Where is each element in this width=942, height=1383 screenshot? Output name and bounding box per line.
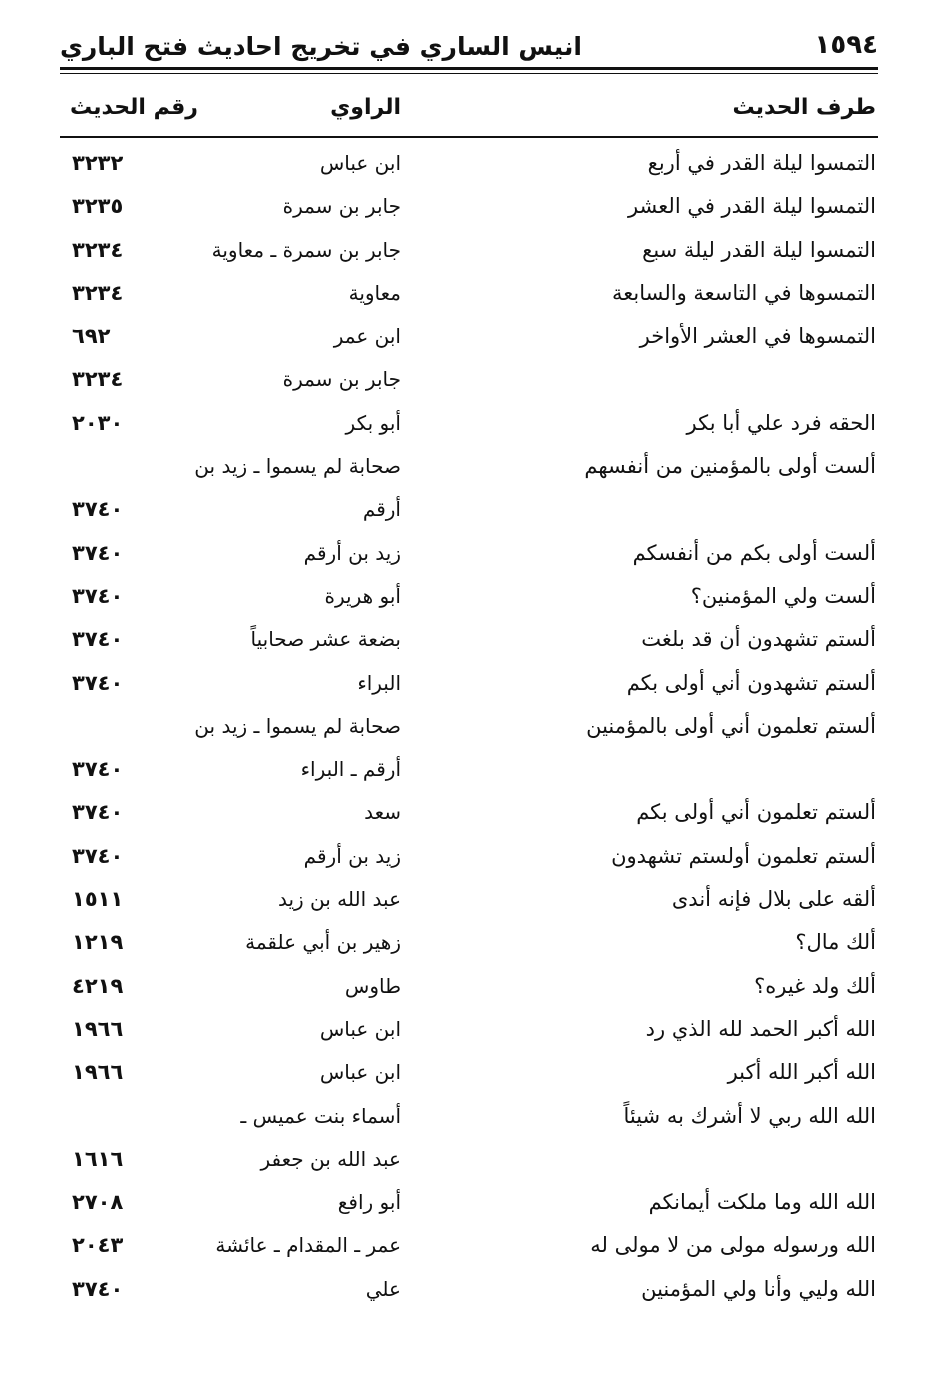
hadith-text: ألستم تعلمون أولستم تشهدون	[611, 843, 876, 868]
header-rule-thin	[60, 73, 878, 74]
narrator-name: أبو رافع	[337, 1190, 401, 1215]
hadith-number: ١٢١٩	[72, 930, 124, 955]
hadith-number: ٤٢١٩	[72, 973, 124, 998]
hadith-number: ٣٧٤٠	[72, 1276, 124, 1301]
table-row	[0, 146, 942, 189]
column-header-rule	[60, 136, 878, 138]
narrator-name: زيد بن أرقم	[303, 843, 401, 868]
narrator-name: معاوية	[348, 280, 401, 305]
hadith-number: ٣٧٤٠	[72, 583, 124, 608]
narrator-name: ابن عمر	[333, 324, 401, 349]
hadith-text: التمسوا ليلة القدر في العشر	[627, 194, 876, 219]
table-row	[0, 406, 942, 449]
hadith-number: ٦٩٢	[72, 324, 111, 349]
hadith-text: ألست أولى بكم من أنفسكم	[632, 540, 876, 565]
narrator-name: زيد بن أرقم	[303, 540, 401, 565]
table-row	[0, 319, 942, 362]
hadith-number: ٣٢٣٥	[72, 194, 124, 219]
hadith-number: ٣٧٤٠	[72, 627, 124, 652]
hadith-number: ١٩٦٦	[72, 1060, 124, 1085]
hadith-number: ٢٧٠٨	[72, 1190, 124, 1215]
hadith-number: ٣٧٤٠	[72, 540, 124, 565]
table-row	[0, 492, 942, 535]
hadith-number: ٣٧٤٠	[72, 497, 124, 522]
hadith-text: ألستم تشهدون أني أولى بكم	[626, 670, 876, 695]
table-row	[0, 709, 942, 752]
narrator-name: بضعة عشر صحابياً	[250, 627, 401, 652]
hadith-text: التمسوها في التاسعة والسابعة	[611, 280, 876, 305]
narrator-name: أرقم ـ البراء	[300, 757, 401, 782]
table-row	[0, 666, 942, 709]
hadith-number: ٣٢٣٢	[72, 151, 124, 175]
hadith-text: الحقه فرد علي أبا بكر	[686, 410, 876, 435]
hadith-text: التمسوها في العشر الأواخر	[639, 324, 876, 349]
narrator-name: صحابة لم يسموا ـ زيد بن	[194, 454, 401, 479]
narrator-name: عمر ـ المقدام ـ عائشة	[215, 1233, 401, 1258]
hadith-text: الله وليي وأنا ولي المؤمنين	[641, 1276, 876, 1301]
table-row	[0, 1142, 942, 1185]
column-header-number: رقم الحديث	[70, 95, 198, 120]
narrator-name: زهير بن أبي علقمة	[245, 930, 401, 955]
hadith-text: ألك مال؟	[795, 930, 876, 955]
hadith-text: ألستم تشهدون أن قد بلغت	[641, 627, 876, 652]
narrator-name: جابر بن سمرة	[282, 367, 401, 392]
hadith-number: ٣٢٣٤	[72, 367, 124, 392]
book-title: انيس الساري في تخريج احاديث فتح الباري	[60, 32, 582, 61]
hadith-number: ١٩٦٦	[72, 1016, 124, 1041]
table-row	[0, 752, 942, 795]
hadith-number: ٣٧٤٠	[72, 670, 124, 695]
narrator-name: سعد	[364, 800, 401, 825]
column-header-narrator: الراوي	[330, 95, 401, 120]
page-header	[60, 28, 878, 68]
table-row	[0, 1272, 942, 1315]
table-row	[0, 189, 942, 232]
narrator-name: ابن عباس	[319, 1016, 401, 1041]
hadith-number: ١٦١٦	[72, 1146, 124, 1171]
hadith-text: الله الله وما ملكت أيمانكم	[648, 1190, 876, 1215]
narrator-name: جابر بن سمرة	[282, 194, 401, 219]
hadith-number: ٣٧٤٠	[72, 757, 124, 782]
hadith-text: الله ورسوله مولى من لا مولى له	[590, 1233, 876, 1258]
table-row	[0, 882, 942, 925]
table-row	[0, 449, 942, 492]
narrator-name: ابن عباس	[319, 151, 401, 175]
hadith-text: ألك ولد غيره؟	[754, 973, 876, 998]
table-row	[0, 839, 942, 882]
table-row	[0, 925, 942, 968]
narrator-name: علي	[365, 1276, 401, 1301]
narrator-name: طاوس	[344, 973, 401, 998]
table-row	[0, 362, 942, 405]
table-row	[0, 1099, 942, 1142]
hadith-text: التمسوا ليلة القدر في أربع	[647, 151, 876, 175]
hadith-text: الله أكبر الله أكبر	[727, 1060, 876, 1085]
narrator-name: عبد الله بن جعفر	[260, 1146, 401, 1171]
hadith-index-table	[0, 146, 942, 1315]
table-row	[0, 536, 942, 579]
hadith-text: ألست ولي المؤمنين؟	[690, 583, 876, 608]
table-row	[0, 795, 942, 838]
narrator-name: أبو بكر	[345, 410, 401, 435]
hadith-text: الله أكبر الحمد لله الذي رد	[645, 1016, 876, 1041]
page-number: ١٥٩٤	[814, 30, 878, 60]
table-row	[0, 1055, 942, 1098]
table-row	[0, 1185, 942, 1228]
narrator-name: جابر بن سمرة ـ معاوية	[211, 237, 401, 262]
table-row	[0, 1012, 942, 1055]
narrator-name: أبو هريرة	[324, 583, 401, 608]
hadith-number: ٣٢٣٤	[72, 237, 124, 262]
table-row	[0, 622, 942, 665]
table-row	[0, 233, 942, 276]
narrator-name: أسماء بنت عميس ـ	[240, 1103, 401, 1128]
hadith-number: ٣٢٣٤	[72, 280, 124, 305]
hadith-text: ألستم تعلمون أني أولى بكم	[636, 800, 876, 825]
narrator-name: صحابة لم يسموا ـ زيد بن	[194, 713, 401, 738]
narrator-name: أرقم	[362, 497, 401, 522]
hadith-text: ألست أولى بالمؤمنين من أنفسهم	[584, 454, 876, 479]
table-row	[0, 1228, 942, 1271]
hadith-number: ٢٠٣٠	[72, 410, 124, 435]
hadith-text: الله الله ربي لا أشرك به شيئاً	[623, 1103, 876, 1128]
table-row	[0, 969, 942, 1012]
hadith-number: ٣٧٤٠	[72, 800, 124, 825]
hadith-number: ١٥١١	[72, 887, 124, 912]
narrator-name: البراء	[357, 670, 401, 695]
hadith-text: ألستم تعلمون أني أولى بالمؤمنين	[586, 713, 876, 738]
header-rule-thick	[60, 67, 878, 70]
hadith-text: ألقه على بلال فإنه أندى	[671, 887, 876, 912]
narrator-name: عبد الله بن زيد	[277, 887, 401, 912]
narrator-name: ابن عباس	[319, 1060, 401, 1085]
hadith-number: ٢٠٤٣	[72, 1233, 124, 1258]
column-header-hadith: طرف الحديث	[732, 95, 876, 120]
table-row	[0, 276, 942, 319]
hadith-number: ٣٧٤٠	[72, 843, 124, 868]
hadith-text: التمسوا ليلة القدر ليلة سبع	[642, 237, 876, 262]
table-row	[0, 579, 942, 622]
